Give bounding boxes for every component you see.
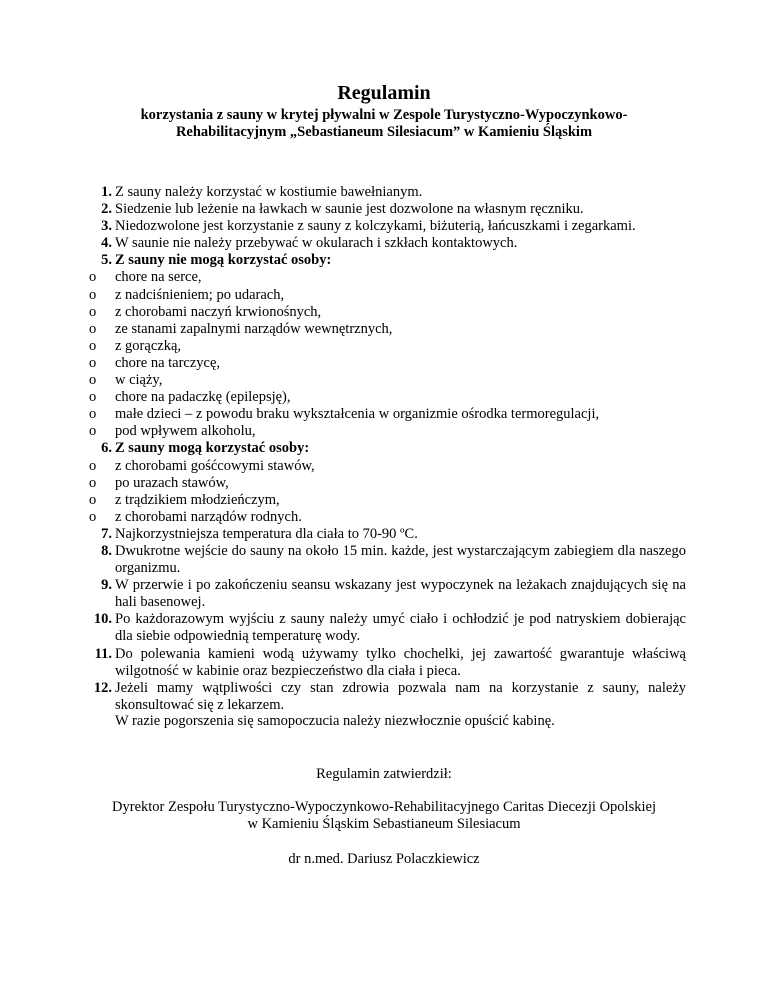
rule-text: W przerwie i po zakończeniu seansu wskazany jest wypoczynek na leżakach znajdujących się na hali basenowej. xyxy=(115,577,686,611)
bullet-marker: o xyxy=(89,320,97,337)
bullet-marker: o xyxy=(89,474,97,491)
bullet-item xyxy=(88,475,686,492)
warning-note: W razie pogorszenia się samopoczucia należy niezwłocznie opuścić kabinę. xyxy=(115,713,555,729)
rule-text: Z sauny należy korzystać w kostiumie bawełnianym. xyxy=(115,184,423,200)
rule-number: 8. xyxy=(101,542,112,559)
rule-text: z trądzikiem młodzieńczym, xyxy=(115,491,280,508)
rule-text: Jeżeli mamy wątpliwości czy stan zdrowia pozwala nam na korzystanie z sauny, należy skonsultować się z lekarzem. xyxy=(115,679,686,713)
rule-text: W saunie nie należy przebywać w okularach i szkłach kontaktowych. xyxy=(115,235,518,252)
rule-item xyxy=(88,440,686,457)
bullet-item xyxy=(88,287,686,304)
bullet-item xyxy=(88,406,686,423)
bullet-marker: o xyxy=(89,337,97,354)
rule-text: ze stanami zapalnymi narządów wewnętrznych, xyxy=(115,320,393,337)
rule-text: chore na serce, xyxy=(115,269,202,286)
bullet-item xyxy=(88,509,686,526)
director-line-1: Dyrektor Zespołu Turystyczno-Wypoczynkowo-Rehabilitacyjnego Caritas Diecezji Opolskiej xyxy=(112,799,656,815)
rule-text: Najkorzystniejsza temperatura dla ciała to 70-90 ºC. xyxy=(115,525,418,542)
rule-text: Siedzenie lub leżenie na ławkach w saunie jest dozwolone na własnym ręczniku. xyxy=(115,201,584,218)
rule-item xyxy=(88,218,686,235)
rule-item xyxy=(88,526,686,543)
bullet-marker: o xyxy=(89,389,97,406)
signature-name: dr n.med. Dariusz Polaczkiewicz xyxy=(288,851,480,867)
bullet-marker: o xyxy=(89,406,97,423)
bullet-marker: o xyxy=(89,372,97,389)
rule-number: 10. xyxy=(93,611,112,628)
rules-list xyxy=(88,184,686,714)
rule-text: chore na padaczkę (epilepsję), xyxy=(115,389,291,406)
rule-text: po urazach stawów, xyxy=(115,474,229,491)
rule-number: 3. xyxy=(101,218,112,235)
rule-number: 12. xyxy=(93,679,112,696)
rule-text: małe dzieci – z powodu braku wykształcenia w organizmie ośrodka termoregulacji, xyxy=(115,406,600,423)
rule-number: 7. xyxy=(101,525,112,542)
rule-item xyxy=(88,680,686,714)
rule-number: 6. xyxy=(101,440,112,457)
rule-number: 4. xyxy=(101,235,112,252)
bullet-item xyxy=(88,269,686,286)
rule-item xyxy=(88,543,686,577)
rule-item xyxy=(88,235,686,252)
bullet-item xyxy=(88,492,686,509)
rule-text: pod wpływem alkoholu, xyxy=(115,423,256,440)
bullet-marker: o xyxy=(89,508,97,525)
rule-text: z nadciśnieniem; po udarach, xyxy=(115,286,285,303)
rule-text: z chorobami gośćcowymi stawów, xyxy=(115,457,315,474)
rule-text: Z sauny nie mogą korzystać osoby: xyxy=(115,252,332,269)
rule-text: z chorobami narządów rodnych. xyxy=(115,508,302,525)
bullet-item xyxy=(88,304,686,321)
bullet-item xyxy=(88,458,686,475)
rule-text: Niedozwolone jest korzystanie z sauny z kolczykami, biżuterią, łańcuszkami i zegarkami. xyxy=(115,218,636,235)
bullet-marker: o xyxy=(89,491,97,508)
rule-number: 1. xyxy=(101,184,112,200)
rule-item xyxy=(88,577,686,611)
bullet-marker: o xyxy=(89,354,97,371)
rule-text: Po każdorazowym wyjściu z sauny należy umyć ciało i ochłodzić je pod natryskiem dobierając dla siebie odpowiednią temperaturę wody. xyxy=(115,611,686,645)
rule-item xyxy=(88,252,686,269)
bullet-item xyxy=(88,338,686,355)
document-subtitle xyxy=(110,107,658,141)
approved-by-label: Regulamin zatwierdził: xyxy=(316,766,452,782)
director-line-2: w Kamieniu Śląskim Sebastianeum Silesiacum xyxy=(247,816,521,832)
bullet-marker: o xyxy=(89,286,97,303)
subtitle-line-1: korzystania z sauny w krytej pływalni w Zespole Turystyczno-Wypoczynkowo- xyxy=(140,107,628,123)
rule-number: 2. xyxy=(101,201,112,218)
bullet-marker: o xyxy=(89,457,97,474)
rule-text: Z sauny mogą korzystać osoby: xyxy=(115,440,310,457)
bullet-item xyxy=(88,372,686,389)
bullet-item xyxy=(88,321,686,338)
rule-item xyxy=(88,611,686,645)
rule-text: chore na tarczycę, xyxy=(115,354,221,371)
subtitle-line-2: Rehabilitacyjnym „Sebastianeum Silesiacum” w Kamieniu Śląskim xyxy=(175,124,593,140)
rule-text: z chorobami naczyń krwionośnych, xyxy=(115,303,322,320)
rule-item xyxy=(88,201,686,218)
rule-text: Do polewania kamieni wodą używamy tylko chochelki, jej zawartość gwarantuje właściwą wilgotność w kabinie oraz bezpieczeństwo dla ciała i pieca. xyxy=(115,645,686,679)
document-title: Regulamin xyxy=(337,82,431,104)
rule-number: 5. xyxy=(101,252,112,269)
bullet-item xyxy=(88,423,686,440)
rule-number: 11. xyxy=(94,645,112,662)
rule-text: z gorączką, xyxy=(115,337,182,354)
rule-text: Dwukrotne wejście do sauny na około 15 min. każde, jest wystarczającym zabiegiem dla naszego organizmu. xyxy=(115,542,686,577)
bullet-marker: o xyxy=(89,423,97,440)
bullet-marker: o xyxy=(89,303,97,320)
rule-text: w ciąży, xyxy=(115,372,163,389)
rule-item xyxy=(88,646,686,680)
bullet-item xyxy=(88,389,686,406)
bullet-item xyxy=(88,355,686,372)
bullet-marker: o xyxy=(89,269,97,286)
rule-item xyxy=(88,184,686,201)
rule-number: 9. xyxy=(101,577,112,594)
director-title xyxy=(0,799,768,833)
